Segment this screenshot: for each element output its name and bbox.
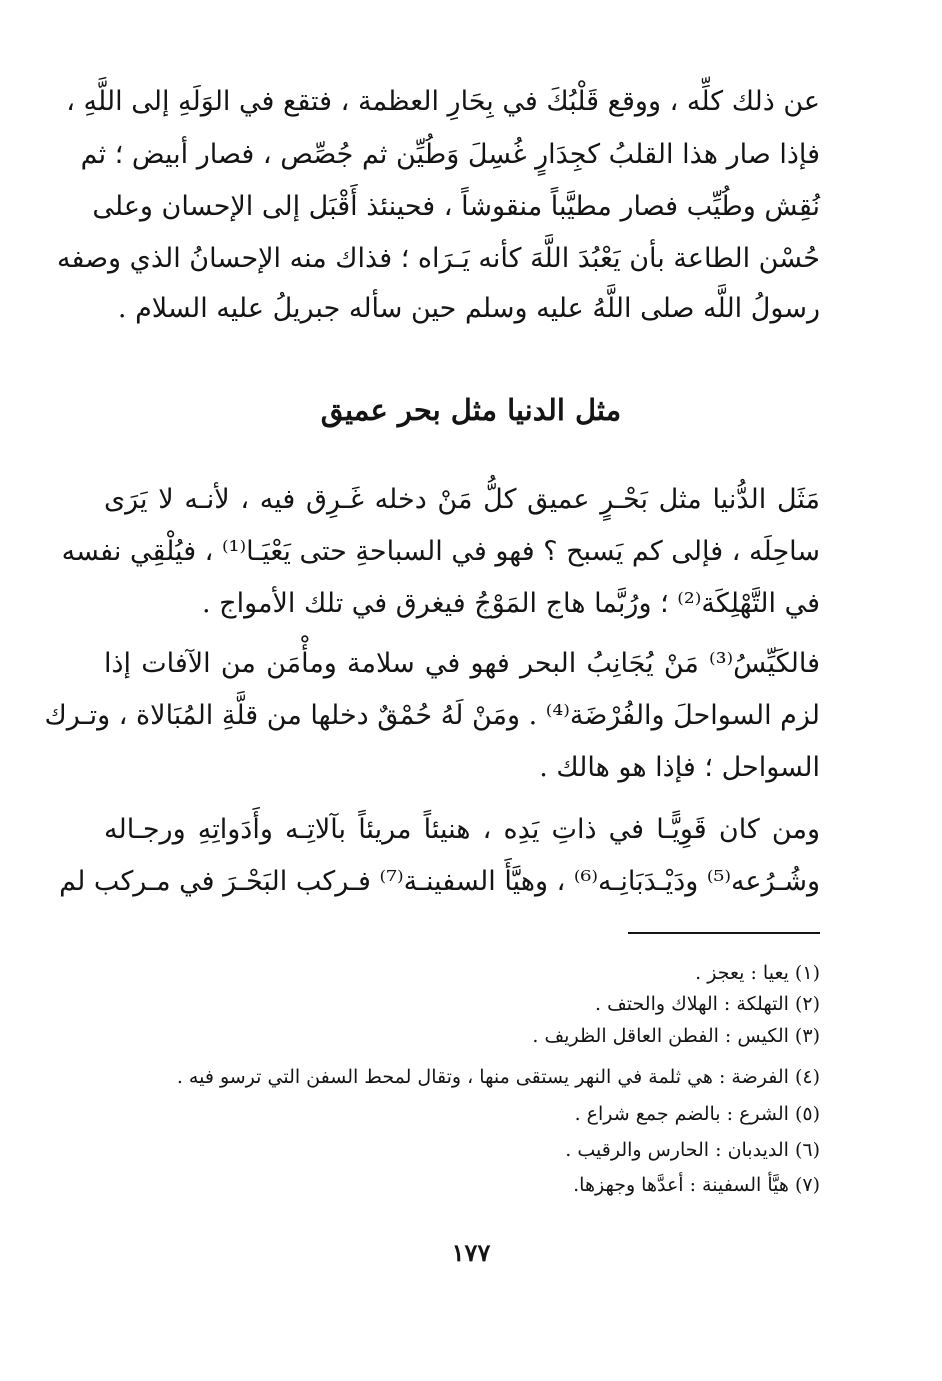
para1-line-2: ساحِلَه ، فإلى كم يَسبح ؟ فهو في السباحةِ حتى يَعْيَـا⁽¹⁾ ، فيُلْقِي نفسه <box>61 536 820 567</box>
intro-line-1: عن ذلك كلِّه ، ووقع قَلْبُكَ في بِحَارِ العظمة ، فتقع في الوَلَهِ إلى اللَّهِ ، <box>66 86 820 117</box>
intro-line-4: حُسْن الطاعة بأن يَعْبُدَ اللَّهَ كأنه يَـرَاه ؛ فذاك منه الإحسانُ الذي وصفه <box>57 243 820 274</box>
section-heading: مثل الدنيا مثل بحر عميق <box>320 393 622 427</box>
footnote-3: (٣) الكيس : الفطن العاقل الظريف . <box>532 1025 820 1047</box>
para2-line-1: فالكَيِّسُ⁽³⁾ مَنْ يُجَانِبُ البحر فهو في سلامة ومأْمَن من الآفات إذا <box>104 648 820 679</box>
para2-line-2: لزم السواحلَ والفُرْضَة⁽⁴⁾ . ومَنْ لَهُ حُمْقٌ دخلها من قلَّةِ المُبَالاة ، وتـرك <box>44 700 820 731</box>
footnote-7: (٧) هيَّأ السفينة : أعدَّها وجهزها. <box>573 1174 820 1196</box>
para1-line-1: مَثَل الدُّنيا مثل بَحْـرٍ عميق كلُّ مَنْ دخله غَـرِق فيه ، لأنـه لا يَرَى <box>104 484 820 515</box>
footnote-2: (٢) التهلكة : الهلاك والحتف . <box>595 993 820 1015</box>
footnote-6: (٦) الديدبان : الحارس والرقيب . <box>565 1139 820 1161</box>
para2-line-3: السواحل ؛ فإذا هو هالك . <box>539 752 820 783</box>
intro-line-5: رسولُ اللَّه صلى اللَّهُ عليه وسلم حين سأله جبريلُ عليه السلام . <box>117 293 820 324</box>
footnote-5: (٥) الشرع : بالضم جمع شراع . <box>574 1103 820 1125</box>
intro-line-2: فإذا صار هذا القلبُ كجِدَارٍ غُسِلَ وَطُيِّن ثم جُصِّص ، فصار أبيض ؛ ثم <box>80 139 820 170</box>
footnote-1: (١) يعيا : يعجز . <box>695 962 820 984</box>
para3-line-1: ومن كان قَوِيًّـا في ذاتِ يَدِه ، هنيئاً مريئاً بآلاتِـه وأَدَواتِهِ ورجـاله <box>104 814 820 845</box>
page-number: ١٧٧ <box>451 1238 491 1267</box>
footnote-4: (٤) الفرضة : هي ثلمة في النهر يستقى منها ، وتقال لمحط السفن التي ترسو فيه . <box>176 1066 820 1088</box>
intro-line-3: نُقِش وطُيِّب فصار مطيَّباً منقوشاً ، فحينئذ أَقْبَل إلى الإحسان وعلى <box>92 191 820 222</box>
para3-line-2: وشُـرُعه⁽⁵⁾ ودَيْـدَبَانِـه⁽⁶⁾ ، وهيَّأَ السفينـة⁽⁷⁾ فـركب البَحْـرَ في مـركب لم <box>59 866 820 897</box>
para1-line-3: في التَّهْلِكَة⁽²⁾ ؛ ورُبَّما هاج المَوْجُ فيغرق في تلك الأمواج . <box>202 588 820 619</box>
footnote-separator <box>628 932 820 934</box>
